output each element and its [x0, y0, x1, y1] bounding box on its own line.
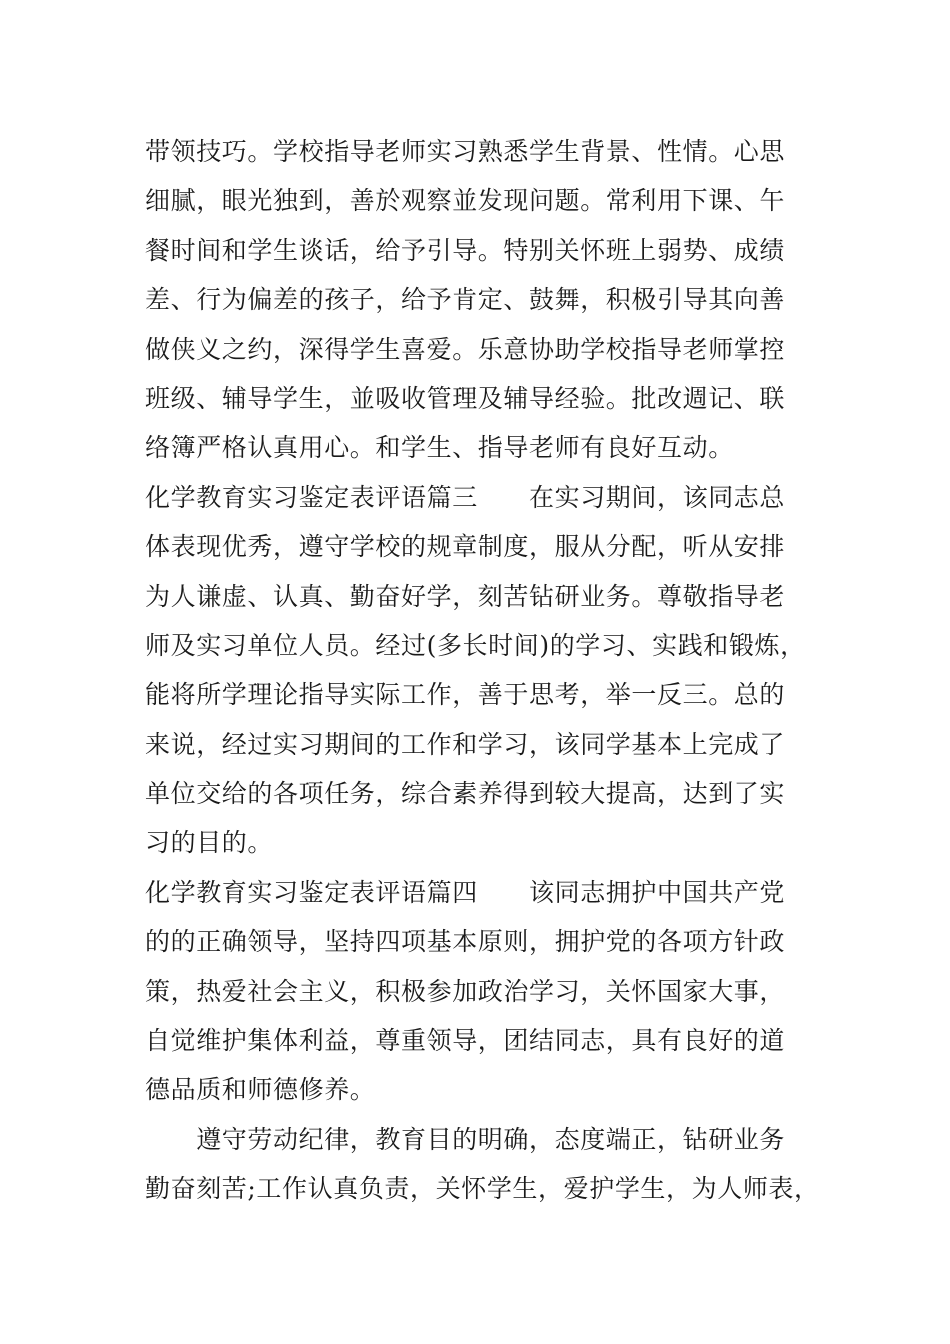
text-line-12: 能将所学理论指导实际工作，善于思考，举一反三。总的 [145, 680, 786, 710]
text-line-7: 络簿严格认真用心。和学生、指导老师有良好互动。 [145, 433, 734, 463]
text-line-5: 做侠义之约，深得学生喜爱。乐意协助学校指导老师掌控 [145, 334, 786, 364]
text-line-18: 策，热爱社会主义，积极参加政治学习，关怀国家大事， [145, 976, 786, 1006]
text-line-11: 师及实习单位人员。经过(多长时间)的学习、实践和锻炼， [145, 630, 806, 660]
document-body [145, 127, 845, 1214]
text-line-21: 遵守劳动纪律，教育目的明确，态度端正，钻研业务 [145, 1124, 786, 1154]
text-line-3: 餐时间和学生谈话，给予引导。特别关怀班上弱势、成绩 [145, 235, 786, 265]
text-line-10: 为人谦虚、认真、勤奋好学，刻苦钻研业务。尊敬指导老 [145, 581, 786, 611]
section-heading-3-line: 化学教育实习鉴定表评语篇三 在实习期间，该同志总 [145, 482, 786, 512]
section-heading-4-line: 化学教育实习鉴定表评语篇四 该同志拥护中国共产党 [145, 877, 786, 907]
text-line-6: 班级、辅导学生，並吸收管理及辅导经验。批改週记、联 [145, 383, 786, 413]
text-line-14: 单位交给的各项任务，综合素养得到较大提高，达到了实 [145, 779, 786, 809]
text-line-1: 带领技巧。学校指导老师实习熟悉学生背景、性情。心思 [145, 137, 786, 166]
text-line-9: 体表现优秀，遵守学校的规章制度，服从分配，听从安排 [145, 532, 786, 562]
text-line-13: 来说，经过实习期间的工作和学习，该同学基本上完成了 [145, 729, 786, 759]
text-line-22: 勤奋刻苦;工作认真负责，关怀学生，爱护学生，为人师表， [145, 1174, 820, 1204]
text-line-20: 德品质和师德修养。 [145, 1075, 376, 1105]
text-line-4: 差、行为偏差的孩子，给予肯定、鼓舞，积极引导其向善 [145, 285, 786, 315]
text-line-15: 习的目的。 [145, 828, 274, 858]
text-line-17: 的的正确领导，坚持四项基本原则，拥护党的各项方针政 [145, 927, 786, 957]
text-line-2: 细腻，眼光独到，善於观察並发现问题。常利用下课、午 [145, 186, 786, 216]
text-line-19: 自觉维护集体利益，尊重领导，团结同志，具有良好的道 [145, 1026, 786, 1056]
